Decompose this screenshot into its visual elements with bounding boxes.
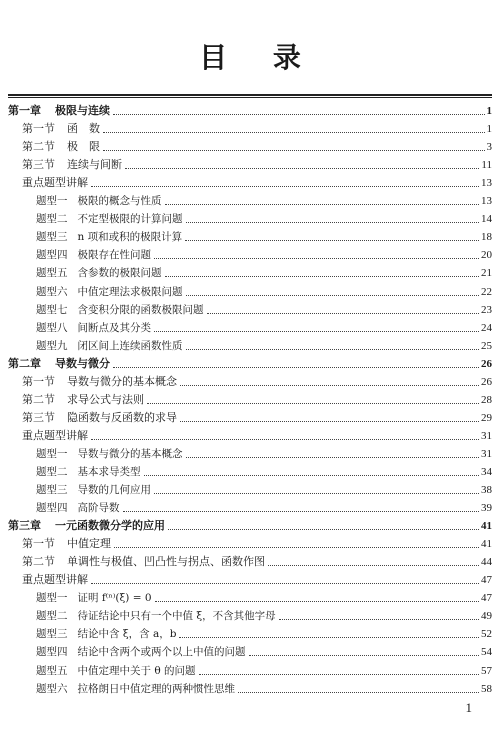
entry-number: 第一章 [8,104,41,118]
entry-page: 3 [486,141,492,154]
entry-title: 不定型极限的计算问题 [77,213,183,226]
entry-title: 闭区间上连续函数性质 [77,339,183,352]
question-type-entry[interactable] [8,335,492,353]
entry-page: 47 [481,592,492,605]
entry-number: 第二节 [22,555,55,569]
entry-page: 44 [481,556,492,569]
dot-leader [154,257,479,259]
dot-leader [103,149,485,151]
page-title: 目 录 [199,41,319,74]
entry-page: 14 [481,213,492,226]
question-type-entry[interactable] [8,587,492,605]
question-type-entry[interactable] [8,497,492,515]
entry-label [36,303,204,317]
entry-page: 38 [481,484,492,497]
dot-leader [113,113,485,115]
entry-label [22,140,100,154]
entry-label [36,501,120,515]
entry-page: 20 [481,249,492,262]
entry-title: 极 限 [67,140,100,154]
dot-leader [179,636,479,638]
entry-title: 结论中含 ξ，含 a，b [77,628,177,641]
question-type-entry[interactable] [8,678,492,696]
dot-leader [279,618,479,620]
entry-title: 极限与连续 [55,104,110,118]
dot-leader [180,420,479,422]
title-rule [8,94,492,96]
dot-leader [155,600,479,602]
section-entry[interactable] [8,154,492,172]
entry-page: 52 [481,628,492,641]
entry-title: 含参数的极限问题 [77,267,162,280]
entry-label [22,555,265,569]
dot-leader [91,582,479,584]
entry-number: 第二节 [22,392,55,406]
entry-number: 题型二 [36,465,68,478]
entry-title: 连续与间断 [67,158,122,172]
question-type-entry[interactable] [8,479,492,497]
entry-title: 间断点及其分类 [77,321,151,334]
question-type-entry[interactable] [8,244,492,262]
section-entry[interactable] [8,407,492,425]
entry-label [36,483,151,497]
entry-label [22,158,122,172]
entry-label [36,591,152,605]
entry-label [8,519,165,533]
entry-page: 28 [481,393,492,406]
entry-title: 中值定理 [67,537,111,551]
title-rule-thin [8,97,492,98]
entry-title: 重点题型讲解 [22,176,88,190]
entry-title: 基本求导类型 [77,465,141,478]
dot-leader [165,275,480,277]
dot-leader [147,402,479,404]
table-of-contents [8,100,492,696]
dot-leader [199,673,480,675]
dot-leader [168,528,479,530]
entry-number: 题型三 [36,628,68,641]
entry-number: 题型三 [36,231,68,244]
entry-page: 54 [481,646,492,659]
entry-page: 31 [481,429,492,442]
entry-label [36,212,183,226]
dot-leader [123,510,480,512]
dot-leader [186,456,480,458]
dot-leader [91,438,479,440]
dot-leader [113,366,479,368]
entry-page: 18 [481,231,492,244]
dot-leader [154,330,479,332]
entry-title: 极限的概念与性质 [77,195,162,208]
entry-label [22,573,88,587]
entry-label [36,682,235,696]
entry-title: 拉格朗日中值定理的两种惯性思维 [77,682,235,695]
entry-number: 题型六 [36,682,68,695]
entry-page: 31 [481,447,492,460]
page-number: 1 [465,700,472,715]
entry-title: 中值定理中关于 θ 的问题 [77,664,196,677]
entry-label [36,465,141,479]
entry-label [36,285,183,299]
dot-leader [186,221,480,223]
entry-number: 第三节 [22,158,55,172]
dot-leader [154,492,479,494]
entry-page: 13 [481,177,492,190]
entry-number: 题型四 [36,502,68,515]
entry-page: 34 [481,465,492,478]
dot-leader [185,239,479,241]
key-topic-entry[interactable] [8,172,492,190]
entry-label [36,266,162,280]
entry-number: 题型四 [36,646,68,659]
entry-title: 重点题型讲解 [22,573,88,587]
dot-leader [103,131,485,133]
entry-number: 第一节 [22,122,55,136]
dot-leader [268,564,479,566]
entry-page: 29 [481,411,492,424]
section-entry[interactable] [8,533,492,551]
chapter-entry[interactable] [8,100,492,118]
question-type-entry[interactable] [8,226,492,244]
entry-label [36,609,276,623]
section-entry[interactable] [8,551,492,569]
entry-number: 题型三 [36,484,68,497]
entry-title: 极限存在性问题 [77,249,151,262]
entry-page: 58 [481,682,492,695]
entry-number: 题型二 [36,213,68,226]
entry-title: 含变积分限的函数极限问题 [77,303,204,316]
dot-leader [165,203,480,205]
question-type-entry[interactable] [8,208,492,226]
entry-label [36,321,151,335]
entry-page: 13 [481,195,492,208]
entry-label [22,393,144,407]
entry-title: n 项和或积的极限计算 [77,231,183,244]
entry-number: 第二节 [22,140,55,154]
entry-label [22,375,177,389]
chapter-entry[interactable] [8,515,492,533]
entry-label [22,429,88,443]
entry-title: 证明 f⁽ⁿ⁾(ξ) = 0 [77,592,152,605]
entry-number: 题型一 [36,447,68,460]
entry-number: 题型七 [36,303,68,316]
entry-page: 25 [481,339,492,352]
entry-title: 重点题型讲解 [22,428,88,442]
dot-leader [186,348,480,350]
entry-page: 41 [481,538,492,551]
entry-title: 函 数 [67,122,100,136]
dot-leader [144,474,480,476]
question-type-entry[interactable] [8,262,492,280]
entry-label [22,122,100,136]
question-type-entry[interactable] [8,190,492,208]
entry-number: 第三节 [22,410,55,424]
entry-page: 1 [486,105,492,118]
dot-leader [91,185,479,187]
section-entry[interactable] [8,371,492,389]
entry-label [22,176,88,190]
entry-number: 题型一 [36,592,68,605]
question-type-entry[interactable] [8,461,492,479]
entry-number: 第一节 [22,537,55,551]
entry-number: 题型一 [36,195,68,208]
entry-title: 一元函数微分学的应用 [55,519,165,533]
entry-label [8,357,110,371]
entry-page: 24 [481,321,492,334]
entry-page: 21 [481,267,492,280]
entry-number: 题型五 [36,267,68,280]
dot-leader [114,546,479,548]
entry-label [36,248,151,262]
entry-title: 导数与微分的基本概念 [77,447,183,460]
entry-number: 第二章 [8,356,41,370]
entry-page: 26 [481,357,492,370]
question-type-entry[interactable] [8,443,492,461]
question-type-entry[interactable] [8,299,492,317]
dot-leader [249,654,480,656]
entry-title: 导数与微分的基本概念 [67,374,177,388]
entry-page: 47 [481,574,492,587]
entry-label [22,411,177,425]
entry-title: 导数的几何应用 [77,484,151,497]
entry-number: 题型八 [36,321,68,334]
entry-label [22,537,111,551]
entry-page: 57 [481,664,492,677]
entry-title: 待证结论中只有一个中值 ξ，不含其他字母 [77,610,276,623]
entry-number: 题型二 [36,610,68,623]
entry-page: 1 [486,123,492,136]
dot-leader [125,167,479,169]
dot-leader [186,294,480,296]
entry-page: 11 [481,159,492,172]
entry-page: 39 [481,502,492,515]
key-topic-entry[interactable] [8,425,492,443]
entry-number: 题型六 [36,285,68,298]
question-type-entry[interactable] [8,623,492,641]
question-type-entry[interactable] [8,605,492,623]
entry-label [36,194,162,208]
section-entry[interactable] [8,118,492,136]
question-type-entry[interactable] [8,641,492,659]
question-type-entry[interactable] [8,317,492,335]
entry-label [36,664,196,678]
entry-page: 49 [481,610,492,623]
entry-label [36,339,183,353]
dot-leader [207,312,480,314]
entry-label [36,627,176,641]
key-topic-entry[interactable] [8,569,492,587]
entry-title: 求导公式与法则 [67,392,144,406]
entry-number: 题型五 [36,664,68,677]
entry-title: 结论中含两个或两个以上中值的问题 [77,646,246,659]
entry-page: 22 [481,285,492,298]
entry-label [36,230,182,244]
entry-page: 41 [481,520,492,533]
entry-title: 隐函数与反函数的求导 [67,410,177,424]
entry-label [36,447,183,461]
chapter-entry[interactable] [8,353,492,371]
entry-title: 高阶导数 [77,502,120,515]
dot-leader [180,384,479,386]
entry-number: 题型四 [36,249,68,262]
entry-page: 26 [481,375,492,388]
entry-label [8,104,110,118]
entry-page: 23 [481,303,492,316]
question-type-entry[interactable] [8,280,492,298]
entry-title: 中值定理法求极限问题 [77,285,183,298]
entry-title: 导数与微分 [55,356,110,370]
entry-title: 单调性与极值、凹凸性与拐点、函数作图 [67,555,265,569]
entry-number: 第三章 [8,519,41,533]
entry-label [36,645,246,659]
section-entry[interactable] [8,389,492,407]
dot-leader [238,691,479,693]
section-entry[interactable] [8,136,492,154]
entry-number: 题型九 [36,339,68,352]
entry-number: 第一节 [22,374,55,388]
question-type-entry[interactable] [8,659,492,677]
